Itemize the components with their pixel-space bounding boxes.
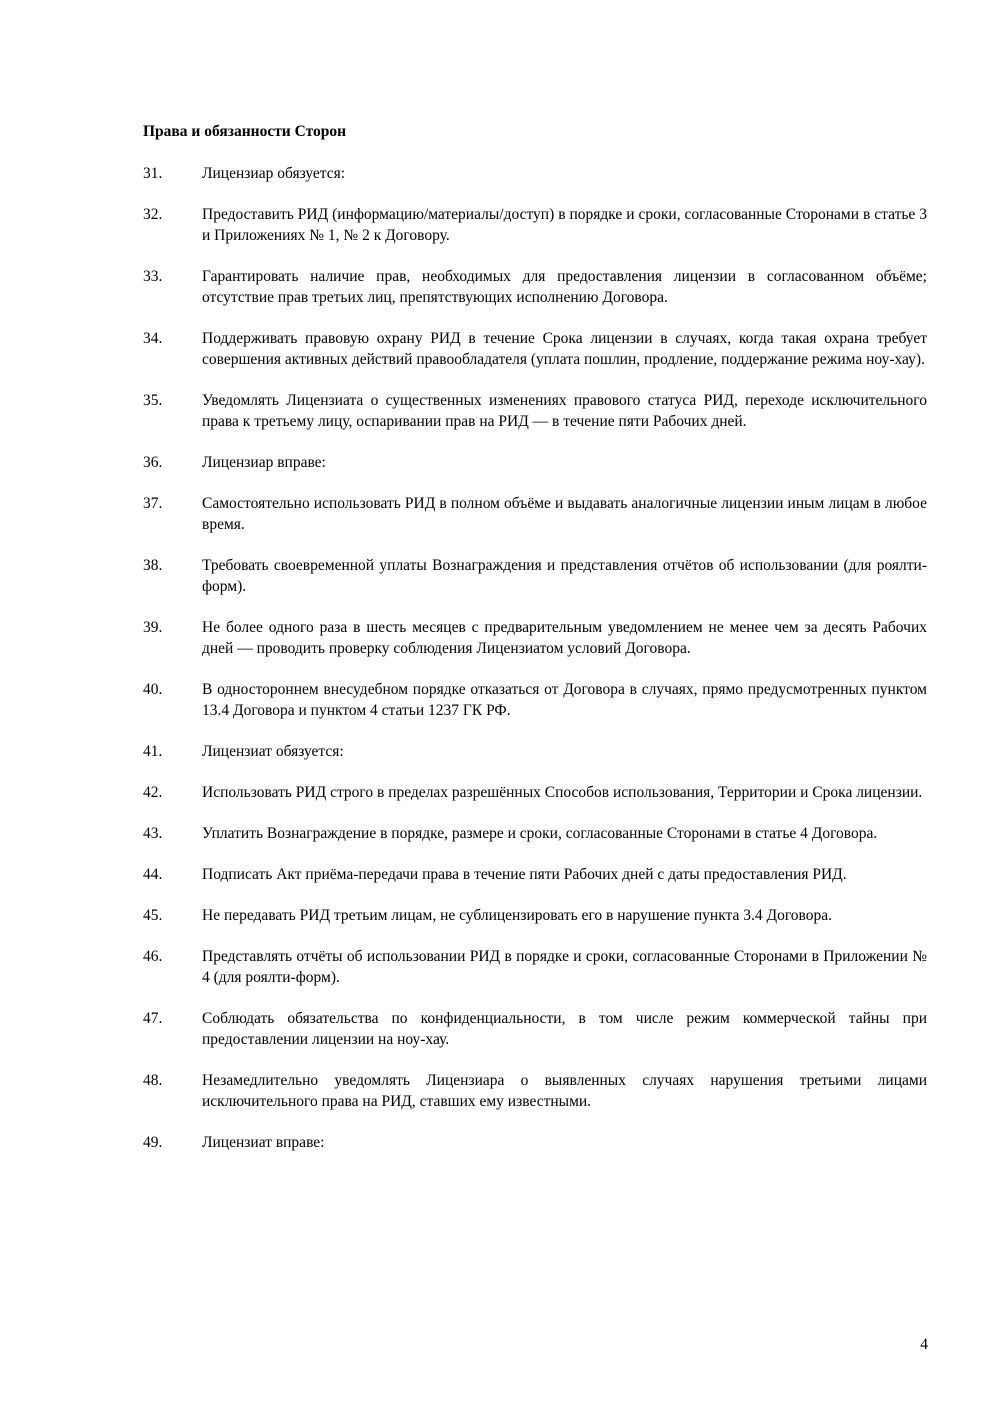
clause-item	[143, 823, 927, 844]
clause-number: 38.	[143, 557, 163, 574]
clause-text: Представлять отчёты об использовании РИД в порядке и сроки, согласованные Сторонами в Приложении № 4 (для роялти-форм).	[202, 948, 927, 986]
clause-list	[143, 163, 927, 1173]
clause-number: 46.	[143, 948, 163, 965]
clause-item	[143, 452, 927, 473]
clause-item	[143, 679, 927, 721]
clause-item	[143, 741, 927, 762]
clause-number: 37.	[143, 495, 163, 512]
clause-number: 43.	[143, 825, 163, 842]
clause-text: Соблюдать обязательства по конфиденциальности, в том числе режим коммерческой тайны при предоставлении лицензии на ноу-хау.	[202, 1010, 927, 1048]
clause-item	[143, 266, 927, 308]
clause-text: В одностороннем внесудебном порядке отказаться от Договора в случаях, прямо предусмотренных пунктом 13.4 Договора и пунктом 4 статьи 1237 ГК РФ.	[202, 681, 927, 719]
clause-text: Лицензиар вправе:	[202, 454, 326, 471]
clause-text: Лицензиар обязуется:	[202, 165, 346, 182]
clause-text: Гарантировать наличие прав, необходимых для предоставления лицензии в согласованном объёме; отсутствие прав третьих лиц, препятствующих исполнению Договора.	[202, 268, 927, 306]
clause-text: Использовать РИД строго в пределах разрешённых Способов использования, Территории и Срока лицензии.	[202, 784, 923, 801]
clause-item	[143, 1008, 927, 1050]
clause-text: Не передавать РИД третьим лицам, не сублицензировать его в нарушение пункта 3.4 Договора.	[202, 907, 833, 924]
clause-text: Незамедлительно уведомлять Лицензиара о выявленных случаях нарушения третьими лицами исключительного права на РИД, ставших ему известными.	[202, 1072, 927, 1110]
clause-text: Самостоятельно использовать РИД в полном объёме и выдавать аналогичные лицензии иным лицам в любое время.	[202, 495, 927, 533]
clause-text: Уведомлять Лицензиата о существенных изменениях правового статуса РИД, переходе исключительного права к третьему лицу, оспаривании прав на РИД — в течение пяти Рабочих дней.	[202, 392, 927, 430]
clause-number: 34.	[143, 330, 163, 347]
clause-item	[143, 204, 927, 246]
clause-item	[143, 390, 927, 432]
clause-text: Лицензиат вправе:	[202, 1134, 325, 1151]
clause-number: 32.	[143, 206, 163, 223]
clause-text: Подписать Акт приёма-передачи права в течение пяти Рабочих дней с даты предоставления РИД.	[202, 866, 847, 883]
section-title: Права и обязанности Сторон	[143, 123, 347, 140]
clause-number: 41.	[143, 743, 163, 760]
clause-item	[143, 555, 927, 597]
clause-number: 31.	[143, 165, 163, 182]
clause-text: Не более одного раза в шесть месяцев с предварительным уведомлением не менее чем за десять Рабочих дней — проводить проверку соблюдения Лицензиатом условий Договора.	[202, 619, 927, 657]
clause-text: Поддерживать правовую охрану РИД в течение Срока лицензии в случаях, когда такая охрана требует совершения активных действий правообладателя (уплата пошлин, продление, поддержание режима ноу-хау).	[202, 330, 927, 368]
page-number: 4	[920, 1336, 928, 1353]
clause-text: Уплатить Вознаграждение в порядке, размере и сроки, согласованные Сторонами в статье 4 Договора.	[202, 825, 878, 842]
clause-number: 49.	[143, 1134, 163, 1151]
clause-item	[143, 328, 927, 370]
clause-number: 47.	[143, 1010, 163, 1027]
clause-number: 44.	[143, 866, 163, 883]
clause-number: 39.	[143, 619, 163, 636]
clause-number: 45.	[143, 907, 163, 924]
clause-number: 36.	[143, 454, 163, 471]
clause-number: 40.	[143, 681, 163, 698]
clause-item	[143, 1070, 927, 1112]
clause-item	[143, 163, 927, 184]
clause-item	[143, 782, 927, 803]
clause-text: Предоставить РИД (информацию/материалы/доступ) в порядке и сроки, согласованные Сторонами в статье 3 и Приложениях № 1, № 2 к Договору.	[202, 206, 927, 244]
clause-item	[143, 493, 927, 535]
clause-item	[143, 946, 927, 988]
clause-number: 42.	[143, 784, 163, 801]
clause-number: 35.	[143, 392, 163, 409]
clause-number: 48.	[143, 1072, 163, 1089]
clause-item	[143, 905, 927, 926]
clause-item	[143, 864, 927, 885]
clause-number: 33.	[143, 268, 163, 285]
clause-text: Лицензиат обязуется:	[202, 743, 344, 760]
clause-item	[143, 1132, 927, 1153]
clause-text: Требовать своевременной уплаты Вознаграждения и представления отчётов об использовании (для роялти-форм).	[202, 557, 927, 595]
clause-item	[143, 617, 927, 659]
